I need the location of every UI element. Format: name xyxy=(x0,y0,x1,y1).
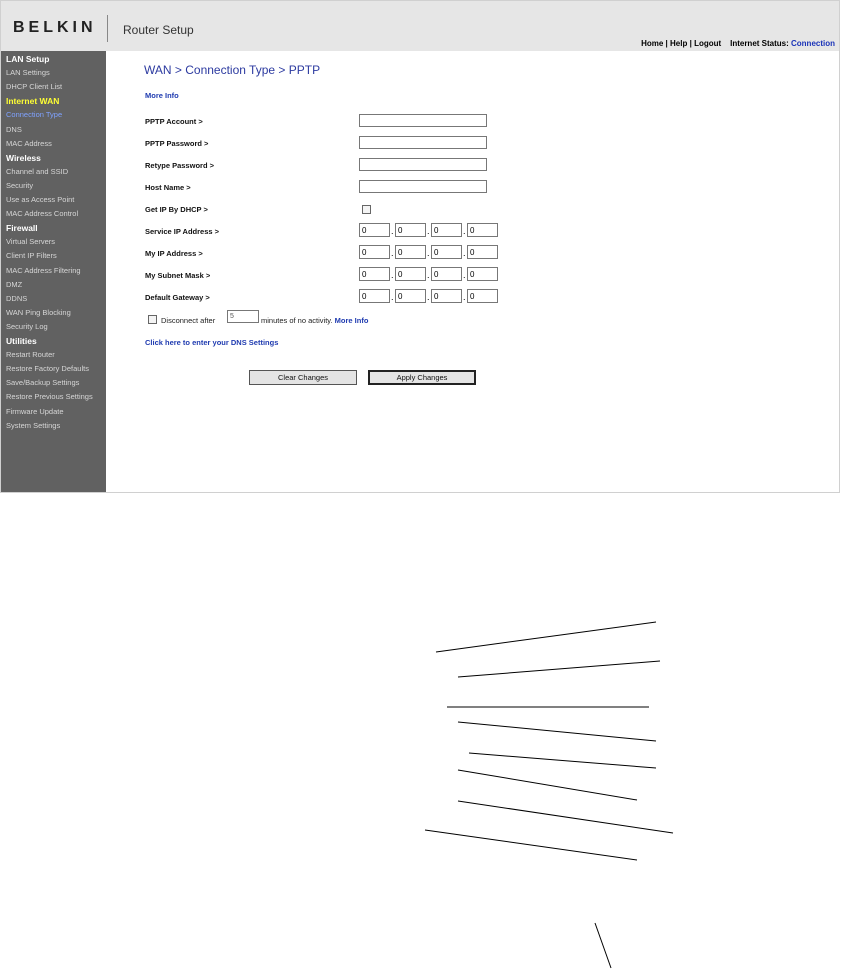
dns-settings-link[interactable]: Click here to enter your DNS Settings xyxy=(145,338,279,347)
sidebar-item-connection-type[interactable]: Connection Type xyxy=(6,110,63,120)
disconnect-label: Disconnect after xyxy=(161,316,216,325)
disconnect-more-info-link[interactable]: More Info xyxy=(334,316,369,325)
ip-dot-separator: . xyxy=(427,270,430,280)
ip-dot-separator: . xyxy=(463,226,466,236)
sidebar-item-use-as-access-point[interactable]: Use as Access Point xyxy=(6,195,75,204)
sidebar-section-firewall[interactable]: Firewall xyxy=(6,223,38,234)
ip-dot-separator: . xyxy=(391,248,394,258)
ip-dot-separator: . xyxy=(427,248,430,258)
ip-dot-separator: . xyxy=(463,248,466,258)
logout-link[interactable]: Logout xyxy=(694,39,722,48)
nav-separator: | xyxy=(665,39,668,48)
host-name-label: Host Name > xyxy=(145,183,191,192)
sidebar-section-internet-wan[interactable]: Internet WAN xyxy=(6,96,60,107)
leader-line xyxy=(595,923,611,968)
leader-line xyxy=(425,830,637,860)
subnet-mask-label: My Subnet Mask > xyxy=(145,271,211,280)
clear-changes-button[interactable]: Clear Changes xyxy=(249,370,357,385)
sidebar-item-dns[interactable]: DNS xyxy=(6,124,22,134)
internet-status-label: Internet Status: xyxy=(730,39,789,48)
ip-dot-separator: . xyxy=(427,226,430,236)
sidebar-item-ddns[interactable]: DDNS xyxy=(6,293,28,303)
nav-separator: | xyxy=(689,39,692,48)
pptp-account-label: PPTP Account > xyxy=(145,117,203,126)
sidebar-item-security[interactable]: Security xyxy=(6,180,34,190)
sidebar-item-restore-factory-defaults[interactable]: Restore Factory Defaults xyxy=(6,364,89,374)
pptp-password-label: PPTP Password > xyxy=(145,139,209,148)
retype-password-label: Retype Password > xyxy=(145,161,214,170)
sidebar-item-mac-address[interactable]: MAC Address xyxy=(6,138,52,148)
sidebar-item-firmware-update[interactable]: Firmware Update xyxy=(6,406,64,416)
sidebar-item-system-settings[interactable]: System Settings xyxy=(6,420,61,430)
ip-dot-separator: . xyxy=(427,292,430,302)
sidebar-item-dhcp-client-list[interactable]: DHCP Client List xyxy=(6,82,63,92)
sidebar-item-wan-ping-blocking[interactable]: WAN Ping Blocking xyxy=(6,307,71,317)
apply-changes-button[interactable]: Apply Changes xyxy=(368,370,476,385)
leader-line xyxy=(458,770,637,800)
sidebar-item-channel-and-ssid[interactable]: Channel and SSID xyxy=(6,166,69,176)
sidebar-item-client-ip-filters[interactable]: Client IP Filters xyxy=(6,251,57,261)
sidebar-item-virtual-servers[interactable]: Virtual Servers xyxy=(6,237,56,247)
sidebar-item-restore-previous-settings[interactable]: Restore Previous Settings xyxy=(6,392,93,402)
sidebar-section-wireless[interactable]: Wireless xyxy=(6,152,41,163)
sidebar-item-restart-router[interactable]: Restart Router xyxy=(6,350,55,360)
home-link[interactable]: Home xyxy=(641,39,664,48)
default-gateway-label: Default Gateway > xyxy=(145,293,210,302)
get-ip-dhcp-label: Get IP By DHCP > xyxy=(145,205,208,214)
ip-dot-separator: . xyxy=(391,226,394,236)
sidebar-item-mac-address-control[interactable]: MAC Address Control xyxy=(6,209,79,219)
sidebar-item-security-log[interactable]: Security Log xyxy=(6,321,48,331)
sidebar-item-lan-settings[interactable]: LAN Settings xyxy=(6,68,50,78)
ip-dot-separator: . xyxy=(391,292,394,302)
leader-line xyxy=(458,661,660,677)
my-ip-label: My IP Address > xyxy=(145,249,203,258)
leader-line xyxy=(469,753,656,768)
minutes-label: minutes of no activity. xyxy=(261,316,333,325)
more-info-link[interactable]: More Info xyxy=(145,91,179,100)
leader-line xyxy=(436,622,656,652)
belkin-logo: BELKIN xyxy=(13,19,97,36)
service-ip-label: Service IP Address > xyxy=(145,227,220,236)
ip-dot-separator: . xyxy=(463,292,466,302)
sidebar-section-utilities[interactable]: Utilities xyxy=(6,336,37,346)
page-title: WAN > Connection Type > PPTP xyxy=(144,63,321,77)
sidebar-item-save-backup-settings[interactable]: Save/Backup Settings xyxy=(6,378,80,388)
internet-status-value: Connection xyxy=(791,39,835,48)
help-link[interactable]: Help xyxy=(670,39,688,48)
sidebar-item-mac-address-filtering[interactable]: MAC Address Filtering xyxy=(6,265,81,275)
leader-line xyxy=(458,801,673,833)
app-title: Router Setup xyxy=(123,23,194,37)
leader-line xyxy=(458,722,656,741)
sidebar-item-dmz[interactable]: DMZ xyxy=(6,279,23,289)
ip-dot-separator: . xyxy=(463,270,466,280)
sidebar-section-lan-setup[interactable]: LAN Setup xyxy=(6,54,50,64)
ip-dot-separator: . xyxy=(391,270,394,280)
